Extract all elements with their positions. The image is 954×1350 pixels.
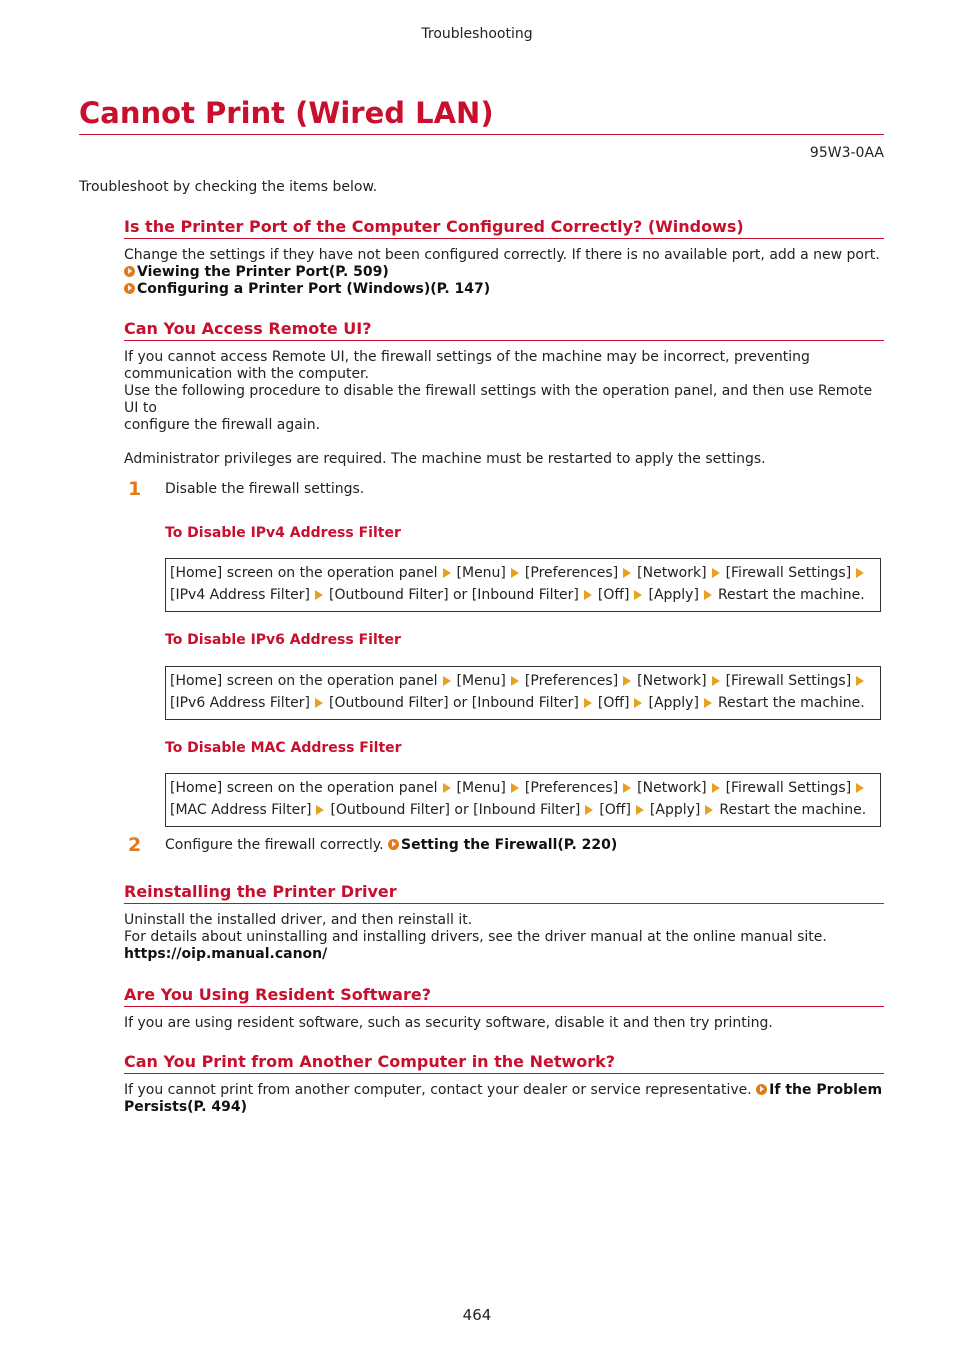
link-label[interactable]: Viewing the Printer Port(P. 509) [137, 264, 389, 280]
procedure-item: [Firewall Settings] [725, 673, 852, 689]
another-text: If you cannot print from another computer, contact your dealer or service representative. [124, 1082, 752, 1098]
section-heading-reinstall-driver: Reinstalling the Printer Driver [124, 881, 884, 904]
step-text-1: Disable the firewall settings. [165, 481, 365, 497]
driver-line: For details about uninstalling and installing drivers, see the driver manual at the online manual site. [124, 929, 827, 945]
running-header: Troubleshooting [421, 26, 533, 42]
triangle-arrow-icon [511, 676, 519, 686]
link-label[interactable]: Configuring a Printer Port (Windows)(P. 147) [137, 281, 491, 297]
manual-site-url[interactable]: https://oip.manual.canon/ [124, 946, 328, 962]
procedure-item: [Home] screen on the operation panel [170, 565, 438, 581]
intro-text: Troubleshoot by checking the items below. [79, 179, 378, 195]
procedure-item: [Off] [599, 801, 631, 818]
procedure-item: [IPv6 Address Filter] [170, 694, 311, 711]
step-number-2: 2 [128, 834, 142, 856]
port-text: Change the settings if they have not been configured correctly. If there is no available port, add a new port. [124, 247, 880, 263]
subheading-ipv4: To Disable IPv4 Address Filter [165, 525, 401, 541]
procedure-item: [Preferences] [524, 565, 619, 581]
triangle-arrow-icon [634, 698, 642, 708]
triangle-arrow-icon [705, 805, 713, 815]
remote-line: configure the firewall again. [124, 417, 321, 433]
triangle-arrow-icon [623, 783, 631, 793]
procedure-item: [Home] screen on the operation panel [170, 673, 438, 689]
subheading-ipv6: To Disable IPv6 Address Filter [165, 632, 401, 648]
procedure-item: [Outbound Filter] or [Inbound Filter] [329, 586, 579, 603]
triangle-arrow-icon [315, 590, 323, 600]
triangle-arrow-icon [511, 568, 519, 578]
circle-arrow-icon [124, 266, 135, 277]
triangle-arrow-icon [443, 676, 451, 686]
triangle-arrow-icon [856, 783, 864, 793]
triangle-arrow-icon [634, 590, 642, 600]
triangle-arrow-icon [704, 698, 712, 708]
triangle-arrow-icon [856, 676, 864, 686]
triangle-arrow-icon [315, 698, 323, 708]
triangle-arrow-icon [704, 590, 712, 600]
page-number: 464 [462, 1306, 492, 1324]
page-title: Cannot Print (Wired LAN) [79, 96, 494, 130]
procedure-item: [Off] [597, 586, 630, 603]
procedure-item: [Outbound Filter] or [Inbound Filter] [330, 801, 581, 818]
procedure-item: [Apply] [648, 586, 699, 603]
procedure-item: [MAC Address Filter] [170, 801, 312, 818]
procedure-item: [Network] [637, 565, 707, 581]
procedure-item: [Menu] [456, 565, 506, 581]
procedure-item: [Network] [637, 780, 707, 796]
triangle-arrow-icon [712, 568, 720, 578]
procedure-item: [Home] screen on the operation panel [170, 780, 438, 796]
document-id: 95W3-0AA [809, 145, 884, 161]
link-viewing-printer-port[interactable] [124, 264, 886, 281]
remote-line: Administrator privileges are required. The machine must be restarted to apply the settings. [124, 451, 766, 467]
circle-arrow-icon [756, 1084, 767, 1095]
section-heading-resident-software: Are You Using Resident Software? [124, 984, 884, 1007]
circle-arrow-icon [388, 839, 399, 850]
remote-line: communication with the computer. [124, 366, 369, 382]
driver-line: Uninstall the installed driver, and then reinstall it. [124, 912, 473, 928]
link-label[interactable]: Setting the Firewall(P. 220) [400, 837, 618, 853]
section-heading-printer-port: Is the Printer Port of the Computer Configured Correctly? (Windows) [124, 216, 884, 239]
procedure-item: [Menu] [456, 673, 506, 689]
triangle-arrow-icon [712, 783, 720, 793]
triangle-arrow-icon [856, 568, 864, 578]
section-body-another-computer [124, 1082, 886, 1116]
link-label[interactable]: If the Problem Persists(P. 494) [124, 1082, 883, 1115]
section-body-printer-port [124, 247, 886, 298]
procedure-box-ipv6 [165, 666, 881, 720]
spacer [124, 434, 886, 451]
procedure-item: [Preferences] [524, 780, 619, 796]
section-heading-another-computer: Can You Print from Another Computer in the Network? [124, 1051, 884, 1074]
link-configuring-printer-port[interactable] [124, 281, 886, 298]
step-number-1: 1 [128, 478, 142, 500]
procedure-item: [Apply] [648, 694, 699, 711]
triangle-arrow-icon [584, 590, 592, 600]
procedure-item: [Preferences] [524, 673, 619, 689]
triangle-arrow-icon [712, 676, 720, 686]
resident-text: If you are using resident software, such as security software, disable it and then try printing. [124, 1015, 773, 1031]
procedure-item: Restart the machine. [717, 694, 865, 711]
circle-arrow-icon [124, 283, 135, 294]
procedure-item: [Outbound Filter] or [Inbound Filter] [329, 694, 579, 711]
procedure-item: [IPv4 Address Filter] [170, 586, 311, 603]
title-divider [79, 134, 884, 135]
procedure-item: [Menu] [456, 780, 506, 796]
triangle-arrow-icon [636, 805, 644, 815]
remote-line: If you cannot access Remote UI, the firewall settings of the machine may be incorrect, preventing [124, 349, 810, 365]
procedure-item: [Firewall Settings] [725, 780, 852, 796]
section-body-remote-ui [124, 349, 886, 468]
procedure-item: Restart the machine. [717, 586, 865, 603]
link-setting-firewall[interactable] [388, 837, 617, 853]
step2-label: Configure the firewall correctly. [165, 837, 384, 853]
triangle-arrow-icon [585, 805, 593, 815]
triangle-arrow-icon [623, 568, 631, 578]
triangle-arrow-icon [623, 676, 631, 686]
procedure-box-ipv4 [165, 558, 881, 612]
procedure-item: [Firewall Settings] [725, 565, 852, 581]
procedure-item: [Apply] [649, 801, 701, 818]
section-heading-remote-ui: Can You Access Remote UI? [124, 318, 884, 341]
subheading-mac: To Disable MAC Address Filter [165, 740, 402, 756]
triangle-arrow-icon [443, 568, 451, 578]
section-body-reinstall-driver [124, 912, 886, 963]
procedure-item: [Off] [597, 694, 630, 711]
triangle-arrow-icon [584, 698, 592, 708]
step-text-2 [165, 837, 617, 854]
procedure-item: [Network] [637, 673, 707, 689]
triangle-arrow-icon [511, 783, 519, 793]
triangle-arrow-icon [443, 783, 451, 793]
triangle-arrow-icon [316, 805, 324, 815]
procedure-box-mac [165, 773, 881, 827]
remote-line: Use the following procedure to disable the firewall settings with the operation panel, and then use Remote UI to [124, 383, 873, 416]
procedure-item: Restart the machine. [719, 801, 867, 818]
